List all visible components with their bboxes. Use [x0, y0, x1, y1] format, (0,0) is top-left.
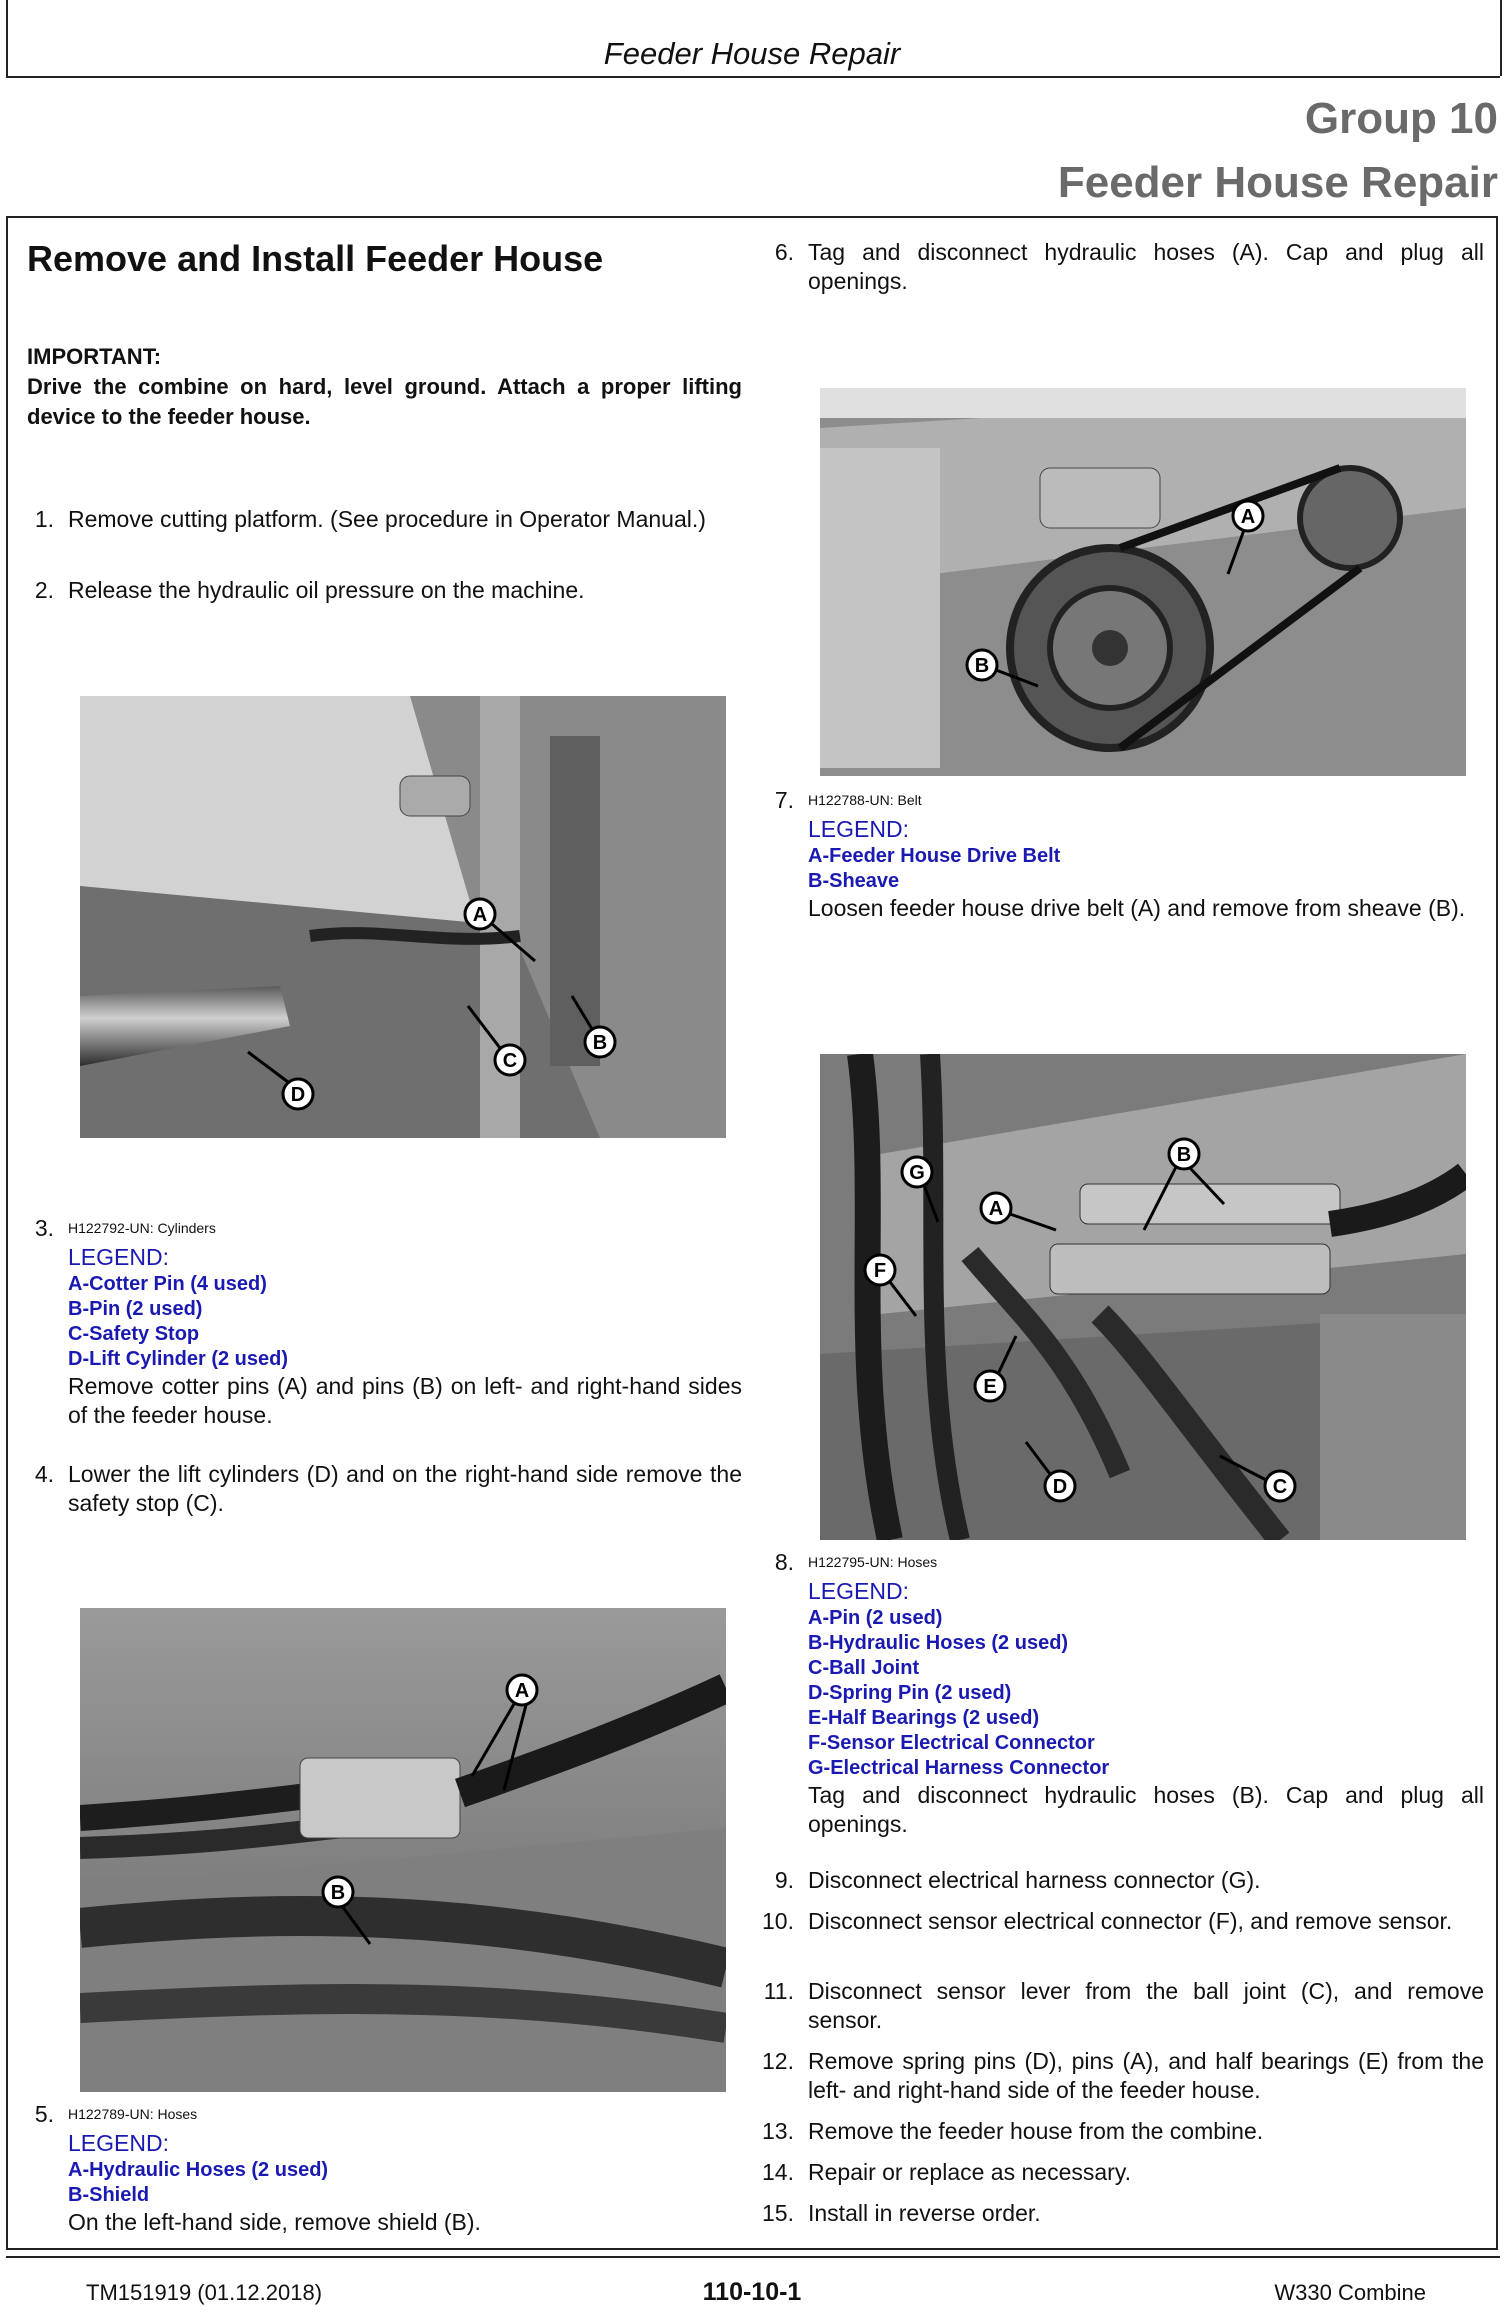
page-number: 110-10-1 — [702, 2278, 802, 2306]
step-number: 7. — [774, 787, 794, 813]
callout-b — [967, 650, 1038, 686]
svg-text:A: A — [988, 1198, 1004, 1220]
svg-text:D: D — [1052, 1476, 1068, 1498]
step-text: Release the hydraulic oil pressure on the machine. — [68, 577, 585, 603]
step-number: 14. — [762, 2159, 794, 2185]
callout-a — [472, 1675, 537, 1790]
figure-id: H122789-UN: Hoses — [68, 2106, 198, 2122]
legend-item: F-Sensor Electrical Connector — [808, 1732, 1095, 1754]
legend-item: A-Cotter Pin (4 used) — [68, 1273, 267, 1295]
callout-g — [902, 1157, 938, 1222]
legend-item: B-Pin (2 used) — [68, 1298, 203, 1320]
step-number: 9. — [774, 1867, 794, 1893]
step-number: 2. — [34, 577, 54, 603]
step-number: 12. — [762, 2048, 794, 2074]
step-text: On the left-hand side, remove shield (B). — [68, 2209, 481, 2235]
step-text: Tag and disconnect hydraulic hoses (A). Cap and plug all openings. — [808, 239, 1484, 294]
step-text: Tag and disconnect hydraulic hoses (B). Cap and plug all openings. — [808, 1782, 1484, 1837]
callout-b — [1144, 1139, 1224, 1230]
svg-text:G: G — [909, 1162, 925, 1184]
important-note — [27, 342, 742, 432]
callout-e — [975, 1336, 1016, 1401]
callout-c — [468, 1006, 525, 1075]
step-number: 4. — [34, 1461, 54, 1487]
step-number: 10. — [762, 1908, 794, 1934]
legend-title: LEGEND: — [808, 816, 909, 842]
callout-f — [865, 1255, 916, 1316]
callout-d — [248, 1052, 313, 1109]
legend-item: B-Hydraulic Hoses (2 used) — [808, 1632, 1069, 1654]
svg-text:C: C — [1272, 1476, 1288, 1498]
callout-c — [1220, 1456, 1295, 1501]
step-number: 8. — [774, 1549, 794, 1575]
section-title: Remove and Install Feeder House — [27, 238, 604, 279]
svg-text:C: C — [502, 1050, 518, 1072]
legend-item: D-Spring Pin (2 used) — [808, 1682, 1012, 1704]
svg-text:B: B — [974, 655, 990, 677]
step-text: Remove cutting platform. (See procedure in Operator Manual.) — [68, 506, 706, 532]
svg-text:B: B — [592, 1032, 608, 1054]
step-number: 13. — [762, 2118, 794, 2144]
callout-a — [1228, 501, 1263, 574]
figure-legend-hoses-connectors — [808, 1548, 1484, 1839]
figure-legend-drive-belt — [808, 786, 1484, 923]
step-number: 3. — [34, 1215, 54, 1241]
svg-text:A: A — [472, 904, 488, 926]
hoses-connectors-callouts — [820, 1054, 1466, 1540]
svg-text:B: B — [1176, 1144, 1192, 1166]
legend-title: LEGEND: — [808, 1578, 909, 1604]
figure-id: H122795-UN: Hoses — [808, 1554, 938, 1570]
svg-text:A: A — [1240, 506, 1256, 528]
legend-item: A-Pin (2 used) — [808, 1607, 943, 1629]
legend-item: A-Feeder House Drive Belt — [808, 845, 1061, 867]
legend-title: LEGEND: — [68, 1244, 169, 1270]
legend-item: D-Lift Cylinder (2 used) — [68, 1348, 289, 1370]
step-number: 6. — [774, 239, 794, 265]
callout-d — [1026, 1442, 1075, 1501]
step-number: 11. — [763, 1978, 794, 2004]
hoses-shield-callouts — [80, 1608, 726, 2092]
important-text: Drive the combine on hard, level ground. Attach a proper lifting device to the feeder house. — [27, 374, 742, 429]
doc-code: TM151919 (01.12.2018) — [86, 2280, 323, 2305]
header-rule — [6, 76, 1500, 78]
svg-text:F: F — [873, 1260, 887, 1282]
legend-item: E-Half Bearings (2 used) — [808, 1707, 1040, 1729]
cylinders-callouts — [80, 696, 726, 1138]
svg-text:D: D — [290, 1084, 306, 1106]
svg-text:E: E — [983, 1376, 997, 1398]
important-label: IMPORTANT: — [27, 344, 162, 369]
step-number: 15. — [762, 2200, 794, 2226]
legend-item: B-Shield — [68, 2184, 150, 2206]
legend-item: A-Hydraulic Hoses (2 used) — [68, 2159, 329, 2181]
figure-id: H122788-UN: Belt — [808, 792, 922, 808]
callout-a — [465, 899, 535, 961]
step-number: 1. — [34, 506, 54, 532]
step-text: Install in reverse order. — [808, 2200, 1041, 2226]
step-text: Disconnect sensor lever from the ball joint (C), and remove sensor. — [808, 1978, 1484, 2033]
group-title: Feeder House Repair — [1057, 158, 1498, 207]
step-text: Remove the feeder house from the combine. — [808, 2118, 1264, 2144]
step-text: Lower the lift cylinders (D) and on the right-hand side remove the safety stop (C). — [68, 1461, 742, 1516]
legend-title: LEGEND: — [68, 2130, 169, 2156]
figure-id: H122792-UN: Cylinders — [68, 1220, 216, 1236]
step-text: Loosen feeder house drive belt (A) and remove from sheave (B). — [808, 895, 1466, 921]
step-text: Remove spring pins (D), pins (A), and half bearings (E) from the left- and right-hand side of the feeder house. — [808, 2048, 1484, 2103]
callout-a — [981, 1193, 1056, 1230]
step-number: 5. — [34, 2101, 54, 2127]
figure-legend-cylinders — [68, 1214, 742, 1430]
drive-belt-callouts — [820, 388, 1466, 776]
step-text: Repair or replace as necessary. — [808, 2159, 1131, 2185]
svg-text:B: B — [330, 1882, 346, 1904]
step-text: Disconnect sensor electrical connector (F), and remove sensor. — [808, 1908, 1453, 1934]
legend-item: G-Electrical Harness Connector — [808, 1757, 1110, 1779]
running-title: Feeder House Repair — [603, 36, 901, 71]
legend-item: C-Safety Stop — [68, 1323, 200, 1345]
svg-text:A: A — [514, 1680, 530, 1702]
callout-b — [323, 1877, 370, 1944]
figure-legend-hoses-shield — [68, 2100, 742, 2237]
legend-item: B-Sheave — [808, 870, 900, 892]
legend-item: C-Ball Joint — [808, 1657, 920, 1679]
step-text: Remove cotter pins (A) and pins (B) on left- and right-hand sides of the feeder house. — [68, 1373, 742, 1428]
step-text: Disconnect electrical harness connector (G). — [808, 1867, 1261, 1893]
footer-rule — [6, 2256, 1500, 2258]
group-number: Group 10 — [1304, 94, 1498, 143]
model-name: W330 Combine — [1274, 2280, 1426, 2305]
callout-b — [572, 996, 615, 1057]
